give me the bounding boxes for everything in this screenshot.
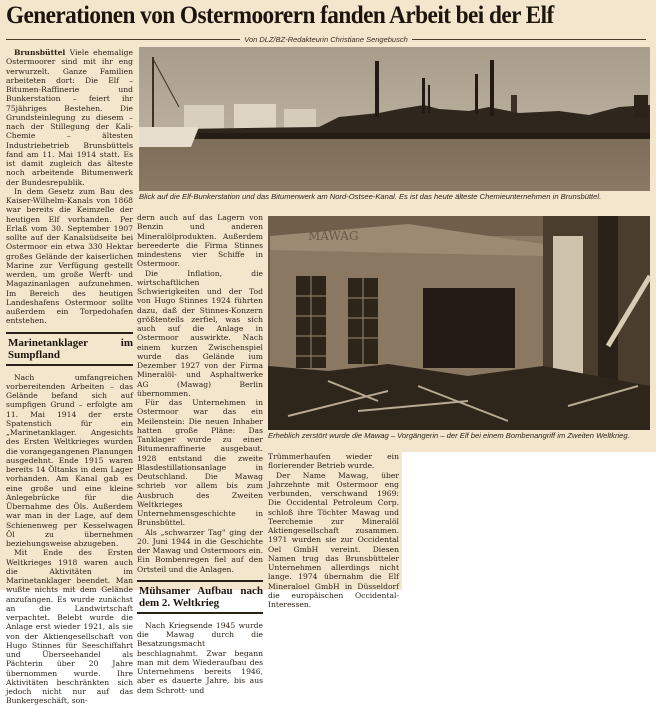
paragraph: Für das Unternehmen in Ostermoor war das ein Meilenstein: Die neuen Inhaber hatten große Pläne: Das Tanklager wurde zu einer Bitumenraffinerie ausgebaut. 1928 entstand die zweite Blasdestillationsanlage in Deutschland. Die Mawag schrieb vor allem bis zum Ausbruch des Zweiten Weltkrieges Unternehmensgeschichte in Brunsbüttel. (137, 398, 263, 528)
bombed-building-illustration (268, 216, 650, 430)
byline: Von DLZ/BZ-Redakteurin Christiane Sengebusch (244, 34, 408, 44)
photo-bombed-building (268, 216, 650, 430)
paragraph: In dem Gesetz zum Bau des Kaiser-Wilhelm-Kanals von 1868 war bereits die Keimzelle der heutigen Elf vorhanden. Per Erlaß vom 30. September 1907 sollte auf der Kanalsüdseite bei Ostermoor ein etwa 330 Hektar großes Gelände der kaiserlichen Marine zur Verfügung gestellt werden, um große Werft- und Magazinanlagen aufzunehmen. Im Bereich des heutigen Landeshafens Ostermoor sollte außerdem ein Torpedohafen entstehen. (6, 186, 133, 326)
column-2 (137, 213, 263, 695)
column-3 (268, 452, 399, 609)
refinery-photo-illustration (139, 47, 650, 191)
paragraph-text: Viele ehemalige Ostermoorer sind mit ihr eng verwurzelt. Ganze Familien arbeiteten dort: Die Elf – Bitumen-Raffinerie und Bunkerstation – feiert ihr 75jähriges Bestehen. Die Grundsteinlegung zu diesem – nach der Stillegung der Kali-Chemie – ältesten Industriebetrieb Brunsbüttels fand am 11. Mai 1914 statt. Es ist damit zugleich das älteste noch arbeitende Bitumenwerk der Bundesrepublik. (6, 48, 133, 187)
subheading: Marinetanklager im Sumpfland (6, 332, 133, 366)
dateline: Brunsbüttel (14, 48, 66, 57)
headline: Generationen von Ostermoorern fanden Arbeit bei der Elf (6, 2, 554, 29)
photo-refinery-caption: Blick auf die Elf-Bunkerstation und das Bitumenwerk am Nord-Ostsee-Kanal. Es ist das heute älteste Chemieunternehmen in Brunsbüttel. (139, 192, 602, 201)
paragraph: Nach Kriegsende 1945 wurde die Mawag durch die Besatzungsmacht beschlagnahmt. Zwar begann man mit dem Wiederaufbau des Unternehmens bereits 1946, aber es dauerte Jahre, bis aus dem Schrott- und (137, 620, 263, 695)
paragraph (6, 48, 133, 187)
paragraph: dern auch auf das Lagern von Benzin und anderen Mineralölprodukten. Außerdem bereederte die Firma Stinnes mindestens vier Schiffe in Ostermoor. (137, 213, 263, 269)
column-1 (6, 48, 133, 706)
sign-text: MAWAG (308, 229, 359, 243)
paragraph: Nach umfangreichen vorbereitenden Arbeiten – das Gelände befand sich auf sumpfigen Grund – erfolgte am 11. Mai 1914 der erste Spatenstich für ein „Marinetanklager. Angesichts des Ersten Weltkrieges wurden die vorangegangenen Planungen ausgedehnt. Ende 1915 waren bereits 14 Öltanks in dem Lager vorhanden. Am Kanal gab es eine große und eine kleine Anlegebrücke für die Übernahme des Öls. Außerdem war man in der Lage, auf dem Schienenweg per Kesselwagen Öl zu übernehmen beziehungsweise abzugeben. (6, 372, 133, 548)
byline-rule-right (412, 39, 646, 40)
paragraph: Der Name Mawag, über Jahrzehnte mit Ostermoor eng verbunden, verschwand 1969: Die Occidental Petroleum Corp. schloß ihre Töchter Mawag und Teerchemie zur Mineralöl Aktiengesellschaft zusammen. 1971 wurden sie zur Occidental Oel GmbH vereint. Diesen Namen trug das Brunsbütteler Unternehmen allerdings nicht lange. 1974 übernahm die Elf Mineraloel GmbH in Düsseldorf die europäischen Occidental-Interessen. (268, 470, 399, 609)
byline-row (6, 33, 646, 45)
photo-bombed-building-caption: Erheblich zerstört wurde die Mawag – Vorgängerin – der Elf bei einem Bombenangriff im Zweiten Weltkrieg. (268, 431, 630, 440)
paragraph: Die Inflation, die wirtschaftlichen Schwierigkeiten und der Tod von Hugo Stinnes 1924 führten dazu, daß der Stinnes-Konzern größtenteils zerfiel, was sich auch auf die Anlage in Ostermoor auswirkte. Nach einem kurzen Zwischenspiel wurde das Gelände ium Dezember 1927 von der Firma Mineralöl- und Asphaltwerke AG (Mawag) Berlin übernommen. (137, 268, 263, 398)
subheading: Mühsamer Aufbau nach dem 2. Weltkrieg (137, 580, 263, 614)
cutout-bottom-right (402, 452, 656, 600)
paragraph: Als „schwarzer Tag" ging der 20. Juni 1944 in die Geschichte der Mawag und Ostermoors ein. Ein Bombenregen fiel auf den Ortsteil und die Anlagen. (137, 527, 263, 574)
paragraph: Trümmerhaufen wieder ein florierender Betrieb wurde. (268, 452, 399, 471)
byline-rule-left (6, 39, 240, 40)
paragraph: Mit Ende des Ersten Weltkrieges 1918 waren auch die Aktivitäten im Marinetanklager beendet. Man wußte nichts mit dem Gelände anzufangen. Es wurde zunächst an die Landwirtschaft verpachtet. Belebt wurde die Anlage erst wieder 1921, als sie von der Aktiengesellschaft von Hugo Stinnes für Seeschiffahrt und Überseehandel als Pächterin über 20 Jahre übernommen wurde. Ihre Aktivitäten beschränkten sich jedoch nicht nur auf das Bunkergeschäft, son- (6, 548, 133, 706)
photo-refinery (139, 47, 650, 191)
